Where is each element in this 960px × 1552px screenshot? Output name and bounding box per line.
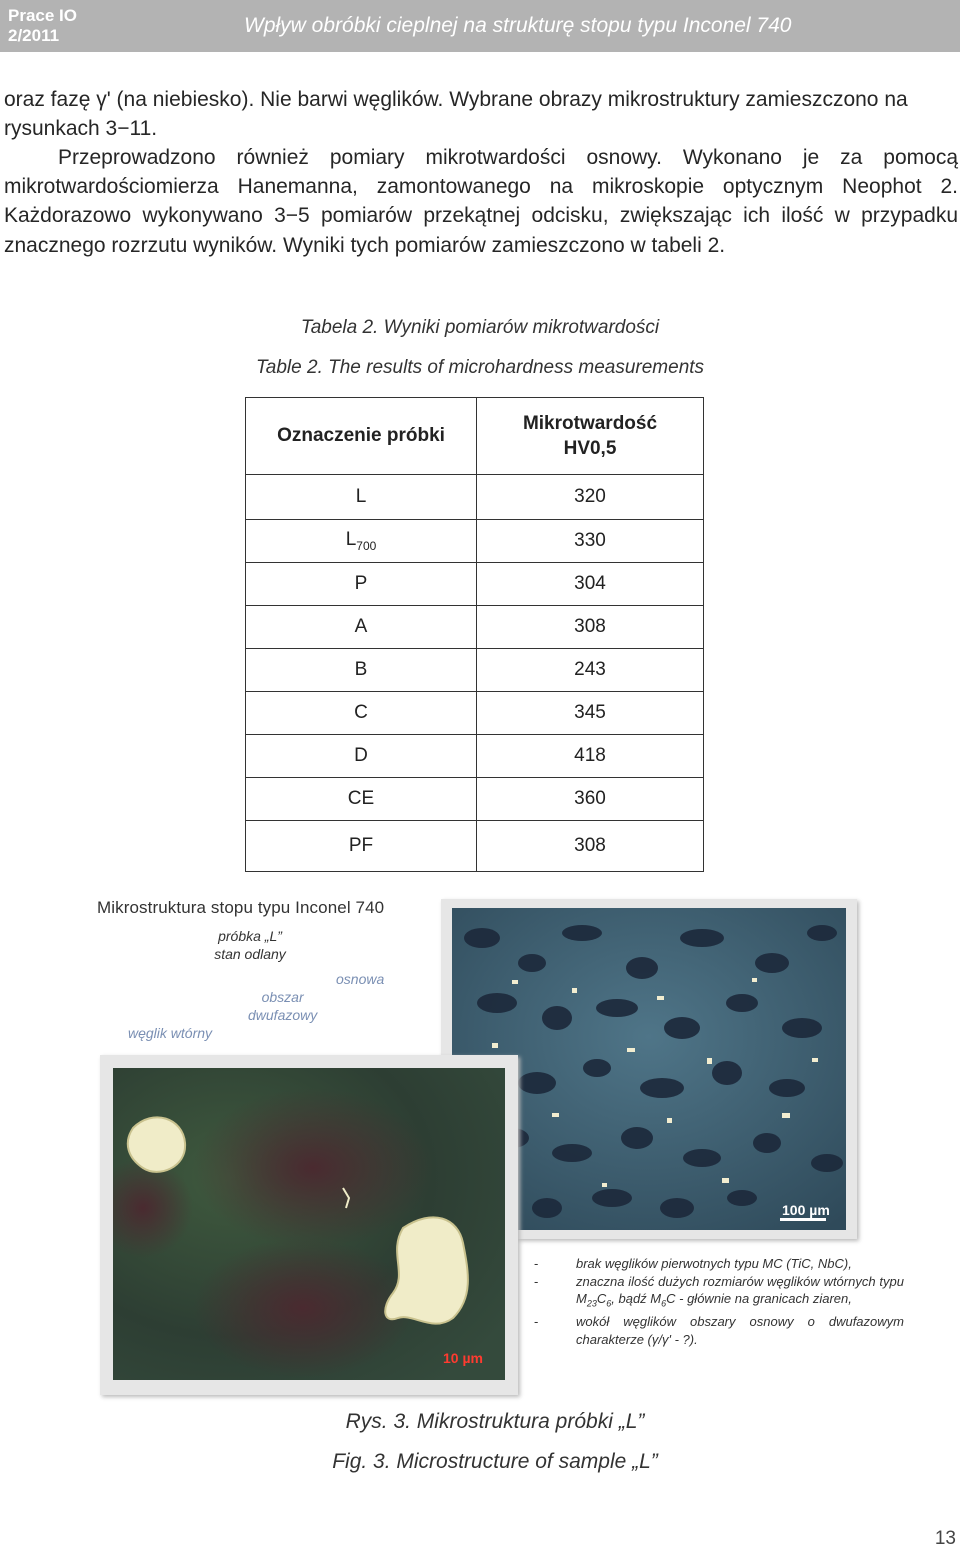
annotation-obszar <box>248 988 317 1024</box>
cell-hv: 345 <box>477 692 704 735</box>
sample-subscript: 700 <box>356 538 377 553</box>
annotation-weglik: węglik wtórny <box>128 1025 213 1041</box>
table-row <box>246 692 704 735</box>
sample-label-block <box>205 927 295 963</box>
microhardness-table <box>245 397 704 872</box>
header-hardness-line2: HV0,5 <box>563 437 617 459</box>
note-text: brak węglików pierwotnych typu MC (TiC, NbC), <box>576 1256 852 1271</box>
page-header <box>0 0 960 52</box>
figure-caption-en: Fig. 3. Microstructure of sample „L” <box>332 1450 658 1473</box>
table-row <box>246 520 704 563</box>
note-text: C <box>596 1291 607 1307</box>
cell-hv: 360 <box>477 778 704 821</box>
cell-hv: 330 <box>477 520 704 563</box>
page-number: 13 <box>934 1528 956 1549</box>
paragraph-2 <box>4 143 958 260</box>
header-sample: Oznaczenie próbki <box>246 398 477 475</box>
note-text: , bądź M <box>611 1291 662 1307</box>
journal-issue: 2/2011 <box>8 26 60 45</box>
note-item: - wokół węglików obszary osnowy o dwufazowym charakterze (γ/γ' - ?). <box>534 1314 904 1347</box>
cell-sample: P <box>246 563 477 606</box>
note-text: wokół węglików obszary osnowy o dwufazowym charakterze (γ/γ' - ?). <box>576 1314 904 1347</box>
sample-label: L <box>355 486 367 507</box>
sample-state: stan odlany <box>214 946 286 962</box>
figure-caption-pl: Rys. 3. Mikrostruktura próbki „L” <box>345 1410 645 1433</box>
header-hardness <box>477 398 704 475</box>
cell-hv: 308 <box>477 821 704 872</box>
cell-sample: A <box>246 606 477 649</box>
table-row <box>246 821 704 872</box>
table-row <box>246 735 704 778</box>
table-caption-pl: Tabela 2. Wyniki pomiarów mikrotwardości <box>300 317 660 338</box>
table-row <box>246 475 704 520</box>
micrograph-small-frame <box>100 1055 518 1395</box>
table-row <box>246 778 704 821</box>
table-header-row <box>246 398 704 475</box>
scale-bar-large: 100 µm <box>782 1202 830 1218</box>
journal-name <box>8 6 77 46</box>
journal-title: Prace IO <box>8 6 77 25</box>
cell-hv: 304 <box>477 563 704 606</box>
annotation-osnowa: osnowa <box>336 971 385 987</box>
note-item: - brak węglików pierwotnych typu MC (TiC, NbC), <box>534 1256 852 1271</box>
note-item: - znaczna ilość dużych rozmiarów węglików wtórnych typu $M_{23}C_6$, bądź $M_6C$ - głównie na granicach ziaren, <box>534 1273 904 1309</box>
sample-name: próbka „L” <box>218 928 282 944</box>
annotation-obszar-line2: dwufazowy <box>248 1007 318 1023</box>
paragraph-2-text: Przeprowadzono również pomiary mikrotwardości osnowy. Wykonano je za pomocą mikrotwardościomierza Hanemanna, zamontowanego na mikroskopie optycznym Neophot 2. Każdorazowo wykonywano 3−5 pomiarów przekątnej odcisku, zwiększając ich ilość w przypadku znacznego rozrzutu wyników. Wyniki tych pomiarów zamieszczono w tabeli 2. <box>4 146 958 257</box>
header-hardness-line1: Mikrotwardość <box>522 412 658 434</box>
cell-hv: 320 <box>477 475 704 520</box>
paragraph-1: oraz fazę γ' (na niebiesko). Nie barwi węglików. Wybrane obrazy mikrostruktury zamieszczono na rysunkach 3−11. <box>4 88 908 141</box>
scale-bar-small: 10 µm <box>443 1350 483 1366</box>
note-subscript: 23 <box>586 1298 597 1309</box>
cell-sample: C <box>246 692 477 735</box>
figure-title: Mikrostruktura stopu typu Inconel 740 <box>97 898 385 917</box>
micrograph-small <box>113 1068 505 1380</box>
cell-sample: PF <box>246 821 477 872</box>
cell-sample <box>246 520 477 563</box>
cell-sample <box>246 475 477 520</box>
figure-notes <box>532 1255 904 1349</box>
cell-hv: 418 <box>477 735 704 778</box>
cell-sample: B <box>246 649 477 692</box>
note-subscript: 6 <box>661 1298 667 1309</box>
annotation-obszar-line1: obszar <box>261 989 304 1005</box>
cell-sample: CE <box>246 778 477 821</box>
cell-sample: D <box>246 735 477 778</box>
note-text: C - głównie na granicach ziaren, <box>666 1291 852 1307</box>
table-caption-en: Table 2. The results of microhardness measurements <box>255 357 705 378</box>
note-text: znaczna ilość dużych rozmiarów węglików wtórnych typu M <box>576 1273 904 1307</box>
running-title: Wpływ obróbki cieplnej na strukturę stopu typu Inconel 740 <box>244 14 792 37</box>
table-row <box>246 649 704 692</box>
sample-label: L <box>345 529 357 551</box>
table-row <box>246 606 704 649</box>
note-subscript: 6 <box>606 1298 612 1309</box>
table-row <box>246 563 704 606</box>
cell-hv: 243 <box>477 649 704 692</box>
cell-hv: 308 <box>477 606 704 649</box>
